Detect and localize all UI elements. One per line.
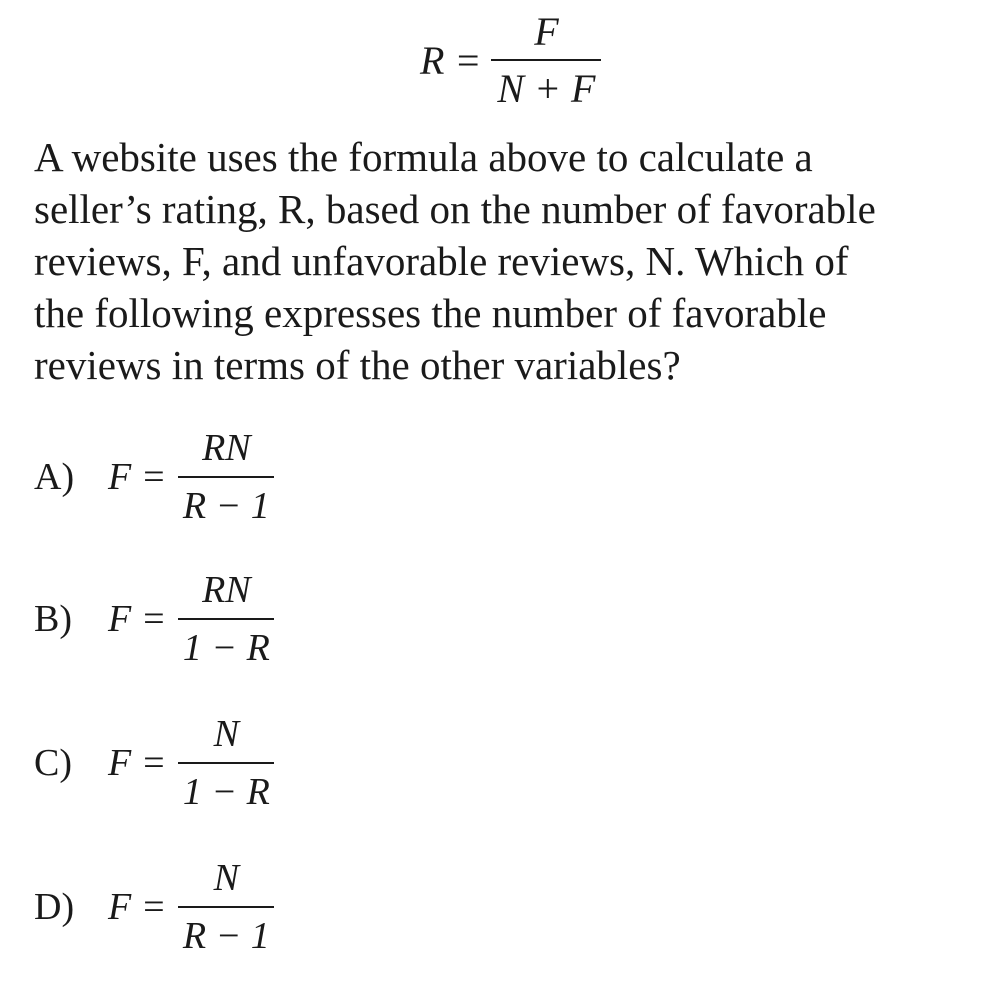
choice-numerator: N bbox=[213, 857, 240, 899]
choice-fraction bbox=[178, 426, 274, 528]
question-line: reviews, F, and unfavorable reviews, N. Which of bbox=[34, 238, 849, 284]
choice-lhs: F = bbox=[108, 742, 167, 784]
question-line: reviews in terms of the other variables? bbox=[34, 342, 681, 388]
choice-fraction bbox=[178, 568, 274, 670]
question-line: A website uses the formula above to calculate a bbox=[34, 134, 813, 180]
question-line: the following expresses the number of favorable bbox=[34, 290, 827, 336]
formula-denominator: N + F bbox=[497, 66, 596, 111]
rating-formula bbox=[420, 8, 601, 112]
choice-fraction bbox=[178, 712, 274, 814]
answer-choice-b[interactable] bbox=[34, 568, 274, 670]
choice-lhs: F = bbox=[108, 598, 167, 640]
choice-numerator: RN bbox=[202, 427, 251, 469]
choice-letter: A) bbox=[34, 456, 75, 498]
formula-fraction bbox=[491, 8, 601, 112]
choice-numerator: RN bbox=[202, 569, 251, 611]
answer-choice-a[interactable] bbox=[34, 426, 274, 528]
choice-denominator: R − 1 bbox=[182, 915, 270, 957]
choice-letter: C) bbox=[34, 742, 72, 784]
answer-choice-d[interactable] bbox=[34, 856, 274, 958]
choice-lhs: F = bbox=[108, 456, 167, 498]
question-line: seller’s rating, R, based on the number of favorable bbox=[34, 186, 876, 232]
choice-denominator: R − 1 bbox=[182, 485, 270, 527]
choice-numerator: N bbox=[213, 713, 240, 755]
answer-choice-c[interactable] bbox=[34, 712, 274, 814]
formula-lhs: R = bbox=[420, 37, 482, 83]
choice-denominator: 1 − R bbox=[182, 627, 270, 669]
choice-fraction bbox=[178, 856, 274, 958]
choice-lhs: F = bbox=[108, 886, 167, 928]
formula-numerator: F bbox=[534, 9, 559, 54]
choice-denominator: 1 − R bbox=[182, 771, 270, 813]
choice-letter: D) bbox=[34, 886, 75, 928]
choice-letter: B) bbox=[34, 598, 72, 640]
question-text bbox=[34, 131, 974, 391]
